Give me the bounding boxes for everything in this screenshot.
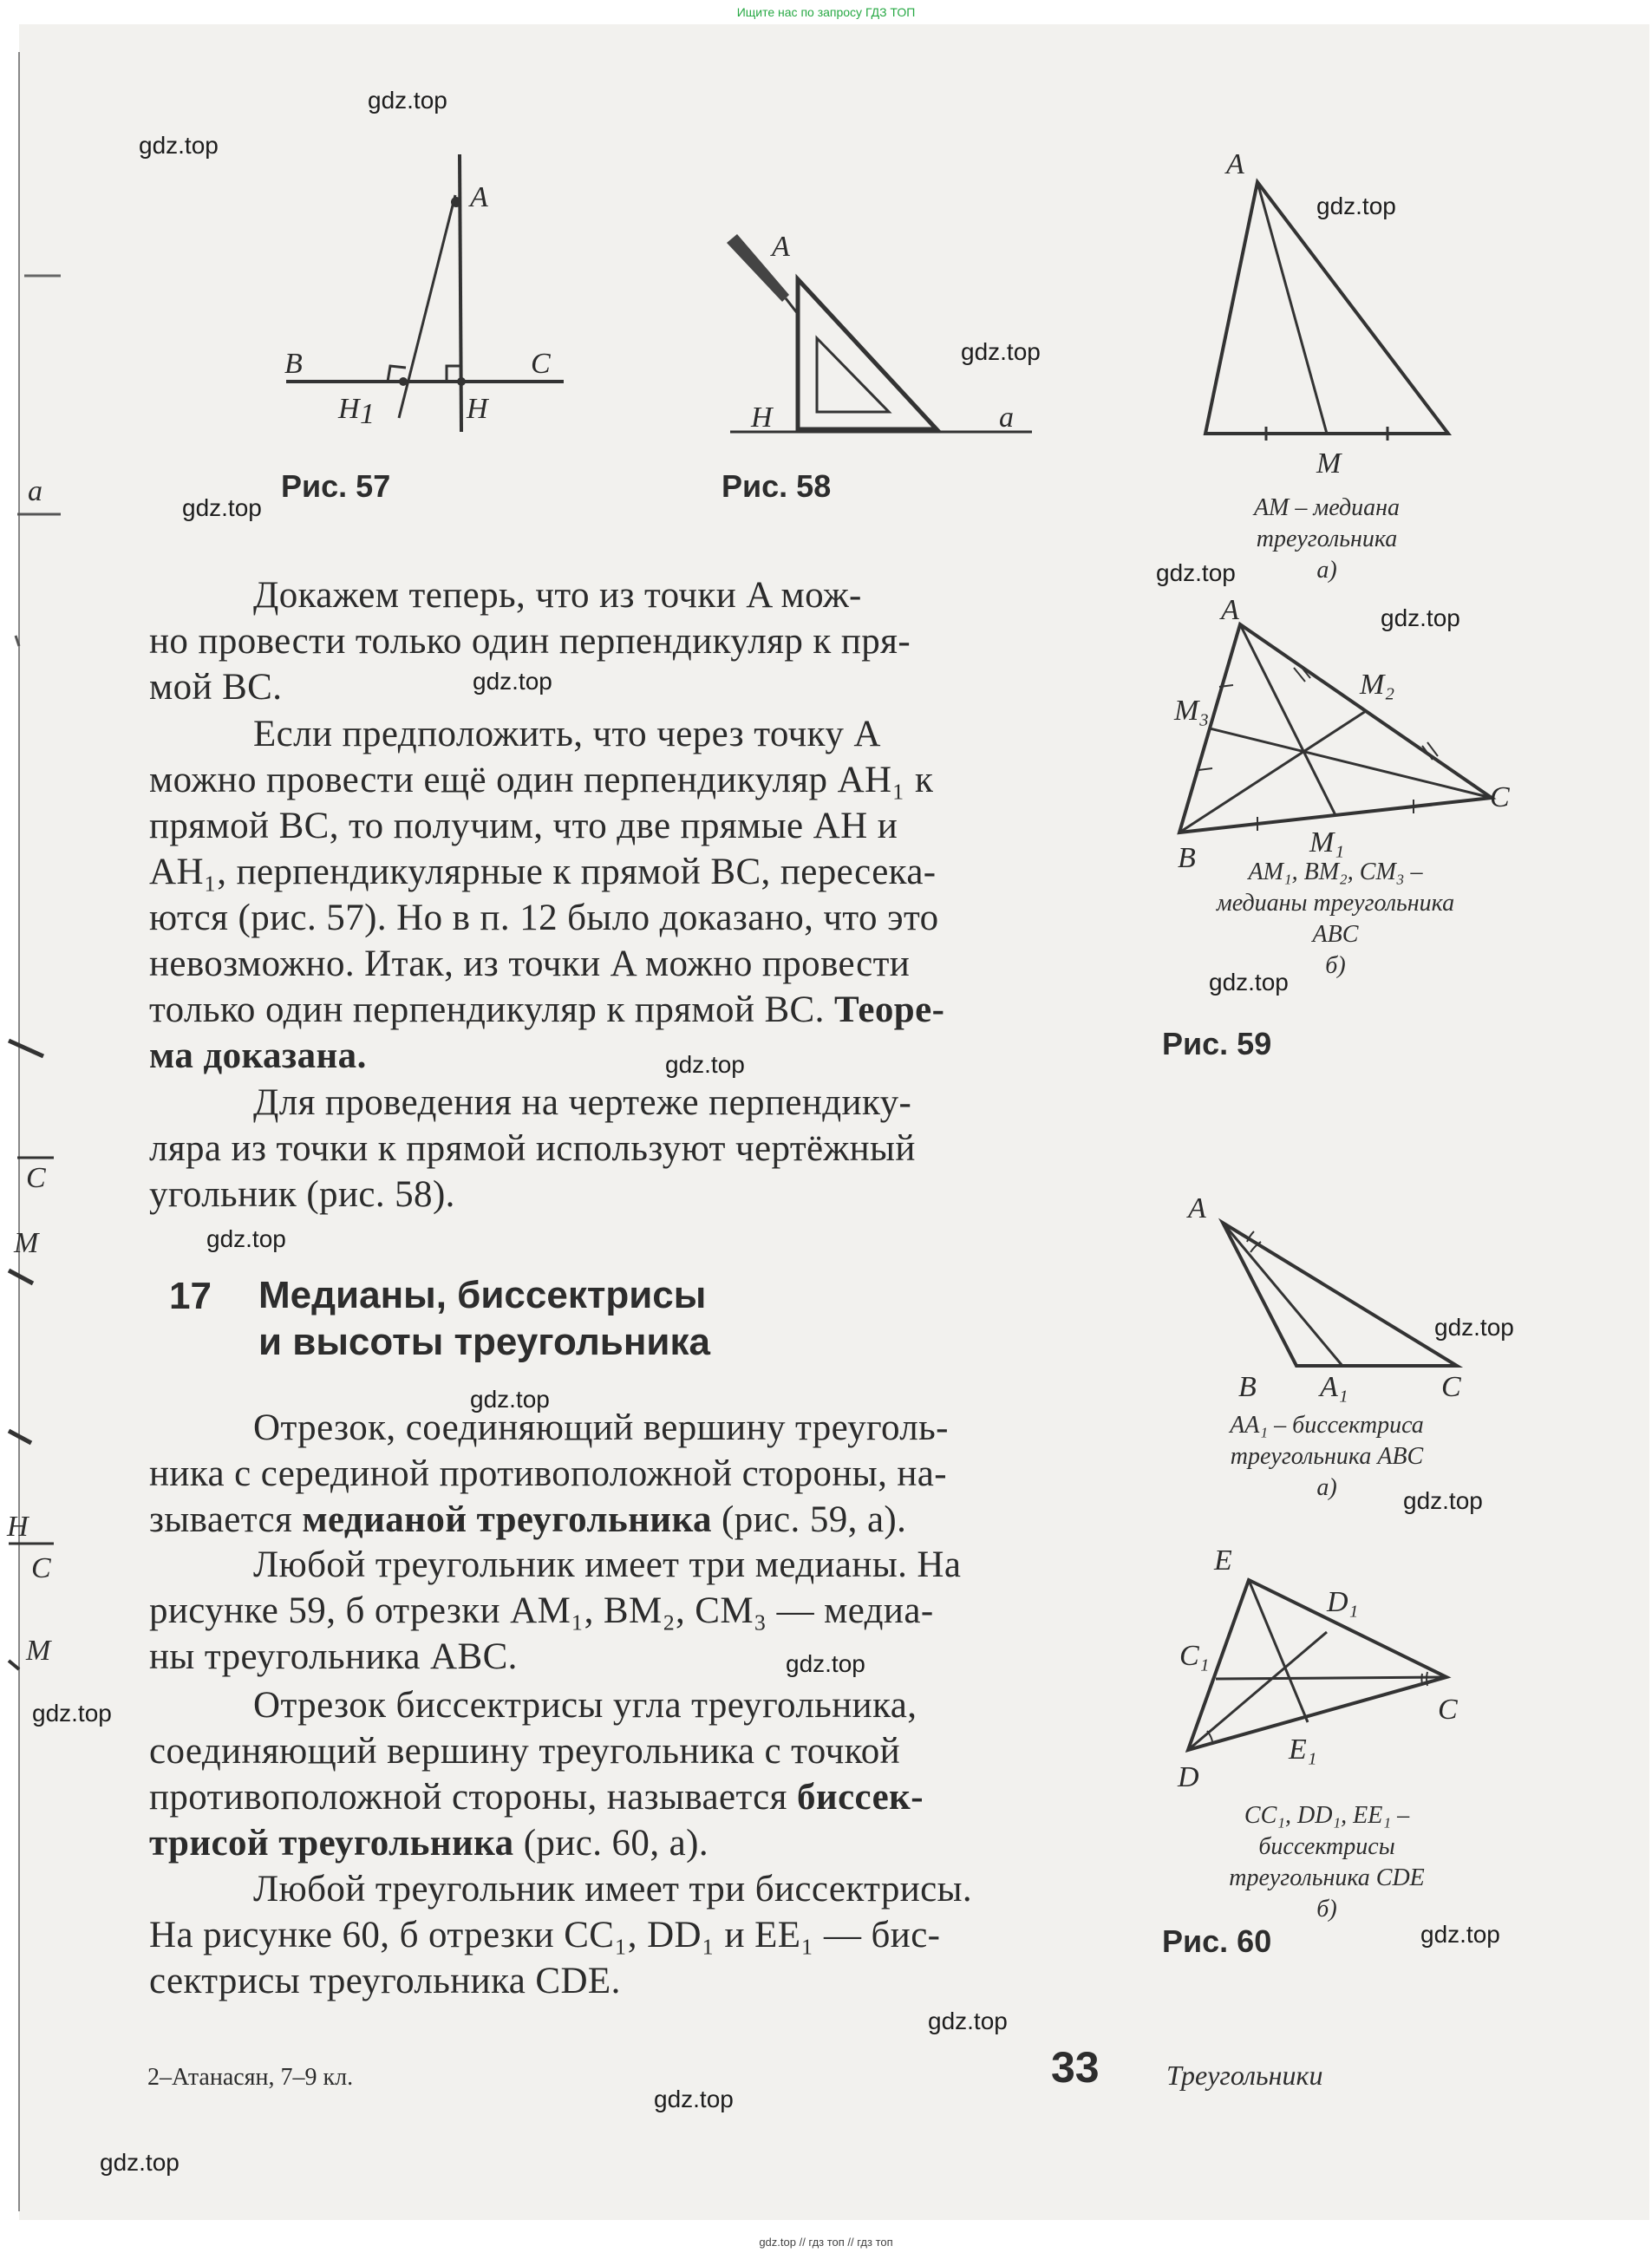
fig59b-caption <box>1153 857 1518 982</box>
watermark: gdz.top <box>1316 193 1396 219</box>
margin-letter-h: H <box>7 1511 29 1543</box>
paragraph-6 <box>149 1682 924 1866</box>
label-m1: M₁ <box>1309 826 1345 859</box>
section-number: 17 <box>169 1275 212 1317</box>
label-a: A <box>772 234 790 263</box>
label-a: A <box>1226 148 1244 180</box>
bold-span: ма доказана. <box>149 1035 367 1076</box>
caption-line: медианы треугольника <box>1216 890 1455 917</box>
margin-letter-a: a <box>28 475 42 507</box>
margin-letter-m2: M <box>26 1635 51 1667</box>
text-line: Отрезок, соединяющий вершину треуголь- <box>253 1407 949 1448</box>
caption-line: биссектрисы <box>1258 1833 1395 1860</box>
watermark: gdz.top <box>182 494 262 521</box>
label-m: M <box>1316 447 1342 480</box>
footer-note: 2–Атанасян, 7–9 кл. <box>147 2064 354 2091</box>
paragraph-4 <box>149 1405 949 1543</box>
text-line: На рисунке 60, б отрезки CC₁, DD₁ и EE₁ — бис- <box>149 1915 941 1955</box>
caption-sub: а) <box>1316 557 1337 584</box>
watermark: gdz.top <box>961 338 1041 365</box>
text-line: Любой треугольник имеет три медианы. На <box>253 1544 962 1585</box>
margin-letter-c2: C <box>31 1552 51 1584</box>
watermark: gdz.top <box>665 1051 745 1078</box>
label-c: C <box>531 348 551 380</box>
caption-line: треугольника <box>1256 526 1398 552</box>
bisector-cc1 <box>1216 1677 1446 1679</box>
label-m2: M₂ <box>1360 669 1395 701</box>
caption-sub: б) <box>1325 952 1346 979</box>
figure-60a <box>1171 1188 1474 1405</box>
caption-line: AM₁, BM₂, CM₃ – <box>1248 859 1423 885</box>
label-line-a: a <box>999 402 1014 434</box>
text-line: можно провести ещё один перпендикуляр AH₁ к <box>149 760 934 800</box>
paragraph-2 <box>149 711 944 1079</box>
section-title-line: Медианы, биссектрисы <box>258 1274 707 1316</box>
text-span: (рис. 60, а). <box>513 1823 708 1864</box>
text-line: ются (рис. 57). Но в п. 12 было доказано, что это <box>149 898 939 938</box>
text-line: угольник (рис. 58). <box>149 1174 455 1215</box>
text-line: ны треугольника ABC. <box>149 1636 518 1677</box>
bold-span: трисой треугольника <box>149 1823 514 1864</box>
watermark: gdz.top <box>1403 1487 1483 1514</box>
text-line: невозможно. Итак, из точки A можно провести <box>149 943 911 984</box>
label-d: D <box>1178 1761 1199 1793</box>
text-line: Для проведения на чертеже перпендику- <box>253 1082 912 1123</box>
text-line: рисунке 59, б отрезки AM₁, BM₂, CM₃ — медиа- <box>149 1590 934 1631</box>
page-number: 33 <box>1051 2043 1100 2092</box>
median-am1 <box>1240 624 1335 815</box>
bisector-ee1 <box>1249 1580 1308 1722</box>
figure-59b <box>1153 598 1518 867</box>
point-h1 <box>399 377 408 386</box>
margin-letter-m: M <box>14 1227 39 1259</box>
caption-sub: а) <box>1316 1474 1337 1501</box>
label-h1-letter: H <box>338 393 360 425</box>
paragraph-7 <box>149 1866 972 2004</box>
text-line: Отрезок биссектрисы угла треугольника, <box>253 1685 917 1726</box>
perpendicular-line-ah <box>460 154 461 432</box>
watermark: gdz.top <box>368 87 447 114</box>
text-line: ника с серединой противоположной стороны, на- <box>149 1453 948 1494</box>
watermark: gdz.top <box>1156 559 1236 586</box>
watermark: gdz.top <box>1381 604 1460 631</box>
watermark: gdz.top <box>654 2086 734 2112</box>
fig58-label: Рис. 58 <box>722 468 832 504</box>
text-span: противоположной стороны, называется <box>149 1777 797 1818</box>
text-span: зывается <box>149 1499 303 1540</box>
fig57-label: Рис. 57 <box>281 468 391 504</box>
point-a <box>451 197 461 207</box>
section-title-line: и высоты треугольника <box>258 1321 710 1363</box>
watermark: gdz.top <box>32 1700 112 1727</box>
page-section-name: Треугольники <box>1166 2060 1323 2091</box>
label-h: H <box>467 393 488 425</box>
bottom-banner: gdz.top // гдз топ // гдз топ <box>759 2236 893 2249</box>
left-margin-marks <box>0 0 69 2259</box>
text-line: AH₁, перпендикулярные к прямой BC, пересека- <box>149 852 937 892</box>
watermark: gdz.top <box>786 1650 865 1677</box>
label-b: B <box>1238 1371 1257 1403</box>
label-a: A <box>470 181 488 213</box>
label-b: B <box>1178 842 1196 867</box>
watermark: gdz.top <box>206 1225 286 1252</box>
caption-line: треугольника ABC <box>1230 1443 1424 1470</box>
label-a: A <box>1188 1192 1206 1224</box>
watermark: gdz.top <box>139 132 219 159</box>
watermark: gdz.top <box>1209 969 1289 996</box>
text-line <box>149 987 944 1033</box>
label-e1: E₁ <box>1289 1733 1317 1766</box>
label-c1: C₁ <box>1179 1640 1210 1672</box>
triangle-cde <box>1188 1580 1446 1750</box>
caption-line: CC₁, DD₁, EE₁ – <box>1244 1802 1410 1829</box>
label-m3: M₃ <box>1174 695 1210 727</box>
bold-span: Теоре- <box>833 989 945 1030</box>
fig60b-caption <box>1145 1800 1509 1925</box>
watermark: gdz.top <box>100 2149 180 2176</box>
caption-sub: б) <box>1316 1896 1337 1923</box>
text-span: (рис. 59, а). <box>711 1499 907 1540</box>
caption-line: треугольника CDE <box>1229 1864 1425 1891</box>
bisector-aa1 <box>1223 1223 1342 1366</box>
label-c: C <box>1490 781 1510 813</box>
text-line: Если предположить, что через точку A <box>253 714 881 754</box>
text-line: Докажем теперь, что из точки A мож- <box>253 575 862 616</box>
text-line: мой BC. <box>149 667 283 708</box>
label-h: H <box>751 402 773 434</box>
bold-span: медианой треугольника <box>302 1499 712 1540</box>
caption-line: AA₁ – биссектриса <box>1230 1412 1424 1439</box>
label-a: A <box>1221 598 1239 626</box>
text-line: но провести только один перпендикуляр к пря- <box>149 621 911 662</box>
text-line: сектрисы треугольника CDE. <box>149 1961 621 2001</box>
label-h1: 1 <box>360 398 375 430</box>
watermark: gdz.top <box>473 668 552 695</box>
bold-span: биссек- <box>797 1777 924 1818</box>
figure-57 <box>269 147 590 442</box>
watermark: gdz.top <box>1434 1314 1514 1341</box>
fig59-label: Рис. 59 <box>1162 1026 1272 1061</box>
text-line: Любой треугольник имеет три биссектрисы. <box>253 1869 973 1910</box>
set-square-inner <box>817 338 889 412</box>
watermark: gdz.top <box>1420 1921 1500 1948</box>
text-line: соединяющий вершину треугольника с точкой <box>149 1731 901 1772</box>
top-banner: Ищите нас по запросу ГДЗ ТОП <box>736 5 916 19</box>
label-c: C <box>1441 1371 1461 1403</box>
caption-line: ABC <box>1312 921 1359 948</box>
label-c: C <box>1438 1694 1458 1726</box>
caption-line: AM – медиана <box>1253 494 1401 521</box>
watermark: gdz.top <box>928 2008 1008 2034</box>
set-square <box>798 279 937 429</box>
label-a1: A₁ <box>1320 1371 1348 1403</box>
label-e: E <box>1214 1544 1232 1577</box>
text-line: прямой BC, то получим, что две прямые AH и <box>149 806 898 846</box>
median-cm3 <box>1210 728 1492 798</box>
label-b: B <box>284 348 303 380</box>
text-line: ляра из точки к прямой используют чертёжный <box>149 1128 916 1169</box>
figure-60b <box>1162 1535 1492 1795</box>
watermark: gdz.top <box>470 1386 550 1413</box>
label-d1: D₁ <box>1327 1586 1359 1618</box>
fig60-label: Рис. 60 <box>1162 1923 1272 1959</box>
paragraph-3 <box>149 1080 916 1218</box>
line-ah1 <box>399 195 455 418</box>
margin-letter-c: C <box>26 1162 46 1194</box>
section-title <box>258 1272 710 1366</box>
text-span: только один перпендикуляр к прямой BC. <box>149 989 825 1030</box>
point-h <box>457 377 466 386</box>
